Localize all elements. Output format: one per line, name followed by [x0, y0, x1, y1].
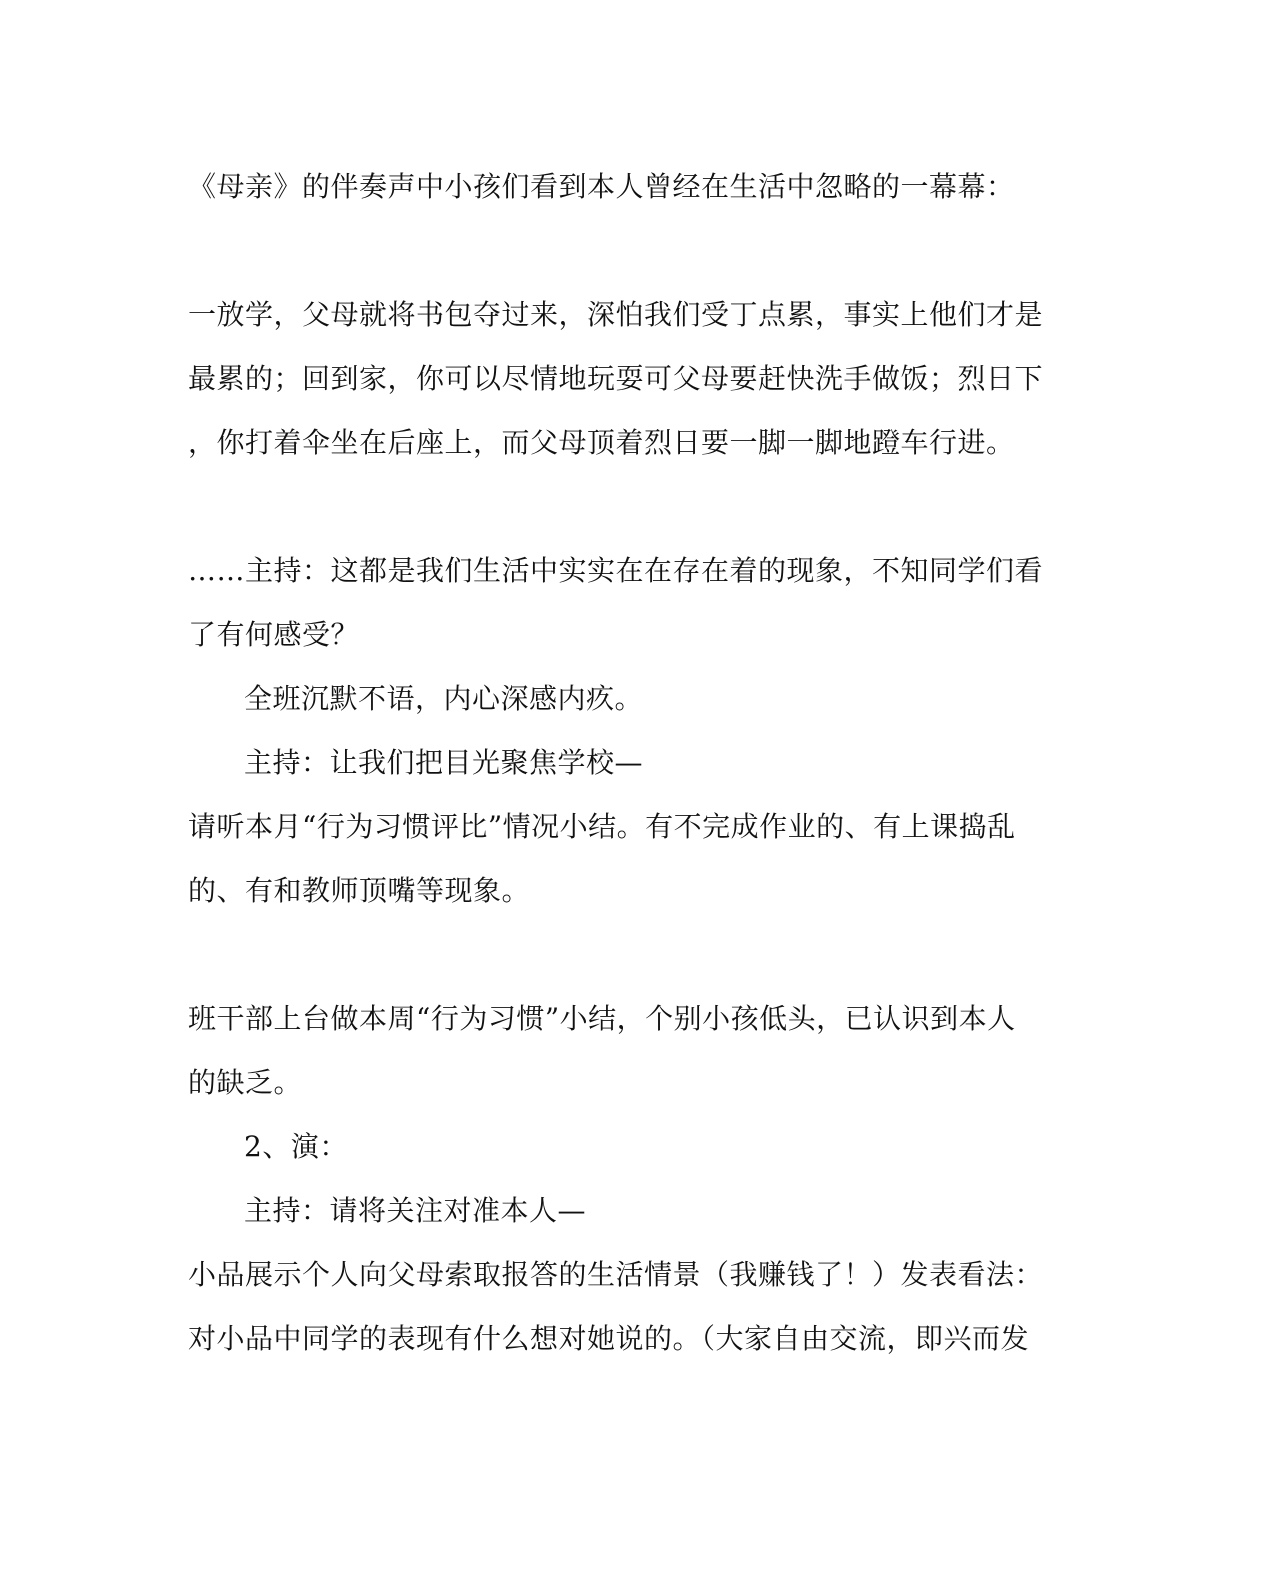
text-line: 2、演：: [244, 1130, 348, 1163]
text-line: 主持：请将关注对准本人—: [244, 1194, 587, 1227]
text-line: 小品展示个人向父母索取报答的生活情景（我赚钱了！）发表看法：: [188, 1258, 1044, 1291]
text-line: 班干部上台做本周“行为习惯”小结，个别小孩低头，已认识到本人: [188, 1002, 1016, 1035]
text-line: 全班沉默不语，内心深感内疚。: [244, 682, 644, 715]
text-line: ，你打着伞坐在后座上，而父母顶着烈日要一脚一脚地蹬车行进。: [188, 426, 1015, 459]
text-line: 主持：让我们把目光聚焦学校—: [244, 746, 644, 779]
text-line: 请听本月“行为习惯评比”情况小结。有不完成作业的、有上课捣乱: [188, 810, 1016, 843]
text-line: ……主持：这都是我们生活中实实在在存在着的现象，不知同学们看: [188, 554, 1044, 587]
text-line: 了有何感受？: [188, 618, 360, 651]
text-line: 一放学，父母就将书包夺过来，深怕我们受丁点累，事实上他们才是: [188, 298, 1044, 331]
text-line: 的缺乏。: [188, 1066, 303, 1099]
text-line: 的、有和教师顶嘴等现象。: [188, 874, 531, 907]
text-line: 对小品中同学的表现有什么想对她说的。（大家自由交流，即兴而发: [188, 1322, 1030, 1355]
text-line: 《母亲》的伴奏声中小孩们看到本人曾经在生活中忽略的一幕幕：: [188, 170, 1015, 203]
text-line: 最累的；回到家，你可以尽情地玩耍可父母要赶快洗手做饭；烈日下: [188, 362, 1044, 395]
